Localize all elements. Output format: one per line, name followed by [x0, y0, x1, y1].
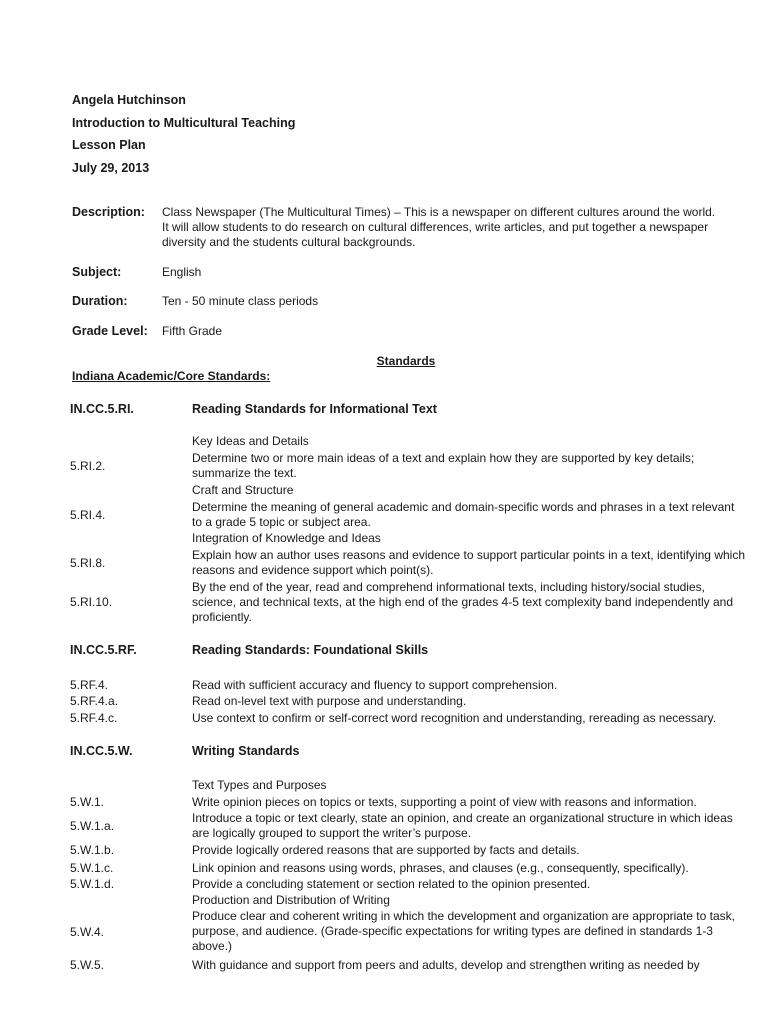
duration-label: Duration:: [72, 294, 128, 308]
standard-text: Provide a concluding statement or section related to the opinion presented.: [192, 877, 591, 891]
ri-code: IN.CC.5.RI.: [70, 402, 134, 416]
rf-code: IN.CC.5.RF.: [70, 643, 137, 657]
standard-text: Produce clear and coherent writing in which the development and organization are appropriate to task, purpose, and audience. (Grade-specific expectations for writing types are defined in standards 1-3 above.): [192, 909, 735, 953]
duration-value: Ten - 50 minute class periods: [162, 294, 319, 308]
standard-code: 5.RF.4.: [70, 678, 109, 692]
standard-code: 5.W.1.a.: [70, 819, 115, 833]
standard-text: Write opinion pieces on topics or texts, supporting a point of view with reasons and information.: [192, 795, 697, 809]
author-name: Angela Hutchinson: [72, 93, 186, 107]
standard-code: 5.W.1.: [70, 795, 105, 809]
course-title: Introduction to Multicultural Teaching: [72, 116, 296, 130]
standard-code: 5.W.1.d.: [70, 877, 115, 891]
standard-text: Use context to confirm or self-correct word recognition and understanding, rereading as necessary.: [192, 711, 717, 725]
standard-code: 5.RI.2.: [70, 459, 106, 473]
grade-level-value: Fifth Grade: [162, 324, 223, 338]
standard-text: Provide logically ordered reasons that are supported by facts and details.: [192, 843, 580, 857]
description-label: Description:: [72, 205, 145, 219]
ri-subheading-integration: Integration of Knowledge and Ideas: [192, 531, 381, 545]
subject-value: English: [162, 265, 202, 279]
standard-code: 5.W.4.: [70, 925, 105, 939]
document-date: July 29, 2013: [72, 161, 150, 175]
description-text: Class Newspaper (The Multicultural Times) – This is a newspaper on different cultures around the world. It will allow students to do research on cultural differences, write articles, and put together a newspaper diversity and the students cultural backgrounds.: [162, 205, 716, 249]
ri-subheading-key-ideas: Key Ideas and Details: [192, 434, 309, 448]
w-subheading-text-types: Text Types and Purposes: [192, 778, 327, 792]
standard-text: By the end of the year, read and comprehend informational texts, including history/social studies, science, and technical texts, at the high end of the grades 4-5 text complexity band independently and proficiently.: [192, 580, 734, 624]
standard-text: Read with sufficient accuracy and fluency to support comprehension.: [192, 678, 558, 692]
w-subheading-production: Production and Distribution of Writing: [192, 893, 390, 907]
standard-text: Read on-level text with purpose and understanding.: [192, 694, 467, 708]
document-type: Lesson Plan: [72, 138, 146, 152]
rf-heading: Reading Standards: Foundational Skills: [192, 643, 429, 657]
standard-code: 5.W.1.b.: [70, 843, 115, 857]
standard-text: Determine two or more main ideas of a text and explain how they are supported by key details; summarize the text.: [192, 451, 695, 480]
standard-text: Explain how an author uses reasons and evidence to support particular points in a text, identifying which reasons and evidence support which point(s).: [192, 548, 745, 577]
ri-subheading-craft: Craft and Structure: [192, 483, 294, 497]
w-code: IN.CC.5.W.: [70, 744, 133, 758]
standard-code: 5.W.1.c.: [70, 861, 114, 875]
ri-heading: Reading Standards for Informational Text: [192, 402, 437, 416]
w-heading: Writing Standards: [192, 744, 300, 758]
standard-code: 5.W.5.: [70, 958, 105, 972]
standard-code: 5.RI.10.: [70, 595, 113, 609]
subject-label: Subject:: [72, 265, 122, 279]
standards-title: Standards: [376, 354, 436, 368]
standard-text: Introduce a topic or text clearly, state an opinion, and create an organizational structure in which ideas are logically grouped to support the writer’s purpose.: [192, 811, 733, 840]
standard-code: 5.RF.4.a.: [70, 694, 119, 708]
standard-text: Link opinion and reasons using words, phrases, and clauses (e.g., consequently, specifically).: [192, 861, 689, 875]
standard-code: 5.RF.4.c.: [70, 711, 118, 725]
standard-text: Determine the meaning of general academic and domain-specific words and phrases in a text relevant to a grade 5 topic or subject area.: [192, 500, 735, 529]
standard-code: 5.RI.8.: [70, 556, 106, 570]
grade-level-label: Grade Level:: [72, 324, 148, 338]
standard-text: With guidance and support from peers and adults, develop and strengthen writing as needed by: [192, 958, 700, 972]
standards-subtitle: Indiana Academic/Core Standards:: [72, 369, 271, 383]
standard-code: 5.RI.4.: [70, 508, 106, 522]
